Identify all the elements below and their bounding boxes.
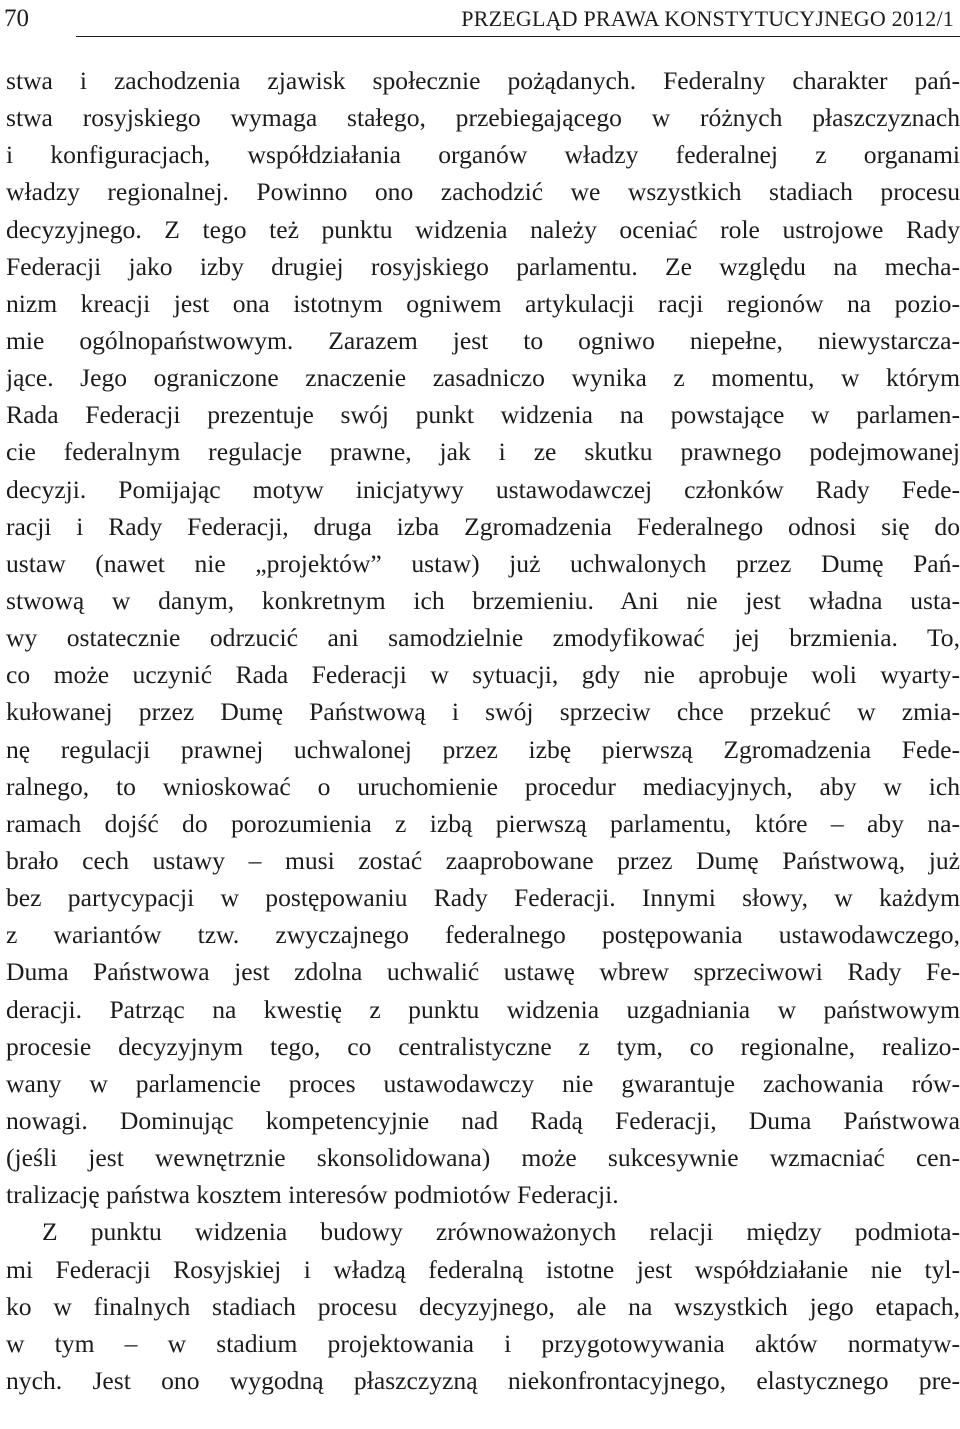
text-line: nych. Jest ono wygodną płaszczyzną niekonfrontacyjnego, elastycznego pre- xyxy=(6,1365,960,1395)
text-line: cie federalnym regulacje prawne, jak i ze skutku prawnego podejmowanej xyxy=(6,437,960,467)
page-header xyxy=(0,0,960,40)
text-line: w tym – w stadium projektowania i przygotowywania aktów normatyw- xyxy=(6,1328,960,1358)
text-line: stwa rosyjskiego wymaga stałego, przebiegającego w różnych płaszczyznach xyxy=(6,103,960,133)
text-line: decyzji. Pomijając motyw inicjatywy ustawodawczej członków Rady Fede- xyxy=(6,474,960,504)
text-line: Z punktu widzenia budowy zrównoważonych relacji między podmiota- xyxy=(42,1217,960,1247)
text-line: ustaw (nawet nie „projektów” ustaw) już uchwalonych przez Dumę Pań- xyxy=(6,548,960,578)
text-line: jące. Jego ograniczone znaczenie zasadniczo wynika z momentu, w którym xyxy=(6,363,960,393)
paragraph-1 xyxy=(6,62,960,1213)
text-line: wany w parlamencie proces ustawodawczy nie gwarantuje zachowania rów- xyxy=(6,1068,960,1098)
text-line: stwa i zachodzenia zjawisk społecznie pożądanych. Federalny charakter pań- xyxy=(6,66,960,95)
text-line: kułowanej przez Dumę Państwową i swój sprzeciw chce przekuć w zmia- xyxy=(6,697,960,727)
text-line: mie ogólnopaństwowym. Zarazem jest to ogniwo niepełne, niewystarcza- xyxy=(6,325,960,355)
text-line: Duma Państwowa jest zdolna uchwalić ustawę wbrew sprzeciwowi Rady Fe- xyxy=(6,957,960,987)
text-line: brało cech ustawy – musi zostać zaaprobowane przez Dumę Państwową, już xyxy=(6,845,960,875)
text-line: mi Federacji Rosyjskiej i władzą federalną istotne jest współdziałanie nie tyl- xyxy=(6,1254,960,1284)
text-line: władzy regionalnej. Powinno ono zachodzić we wszystkich stadiach procesu xyxy=(6,177,960,207)
text-line: ralnego, to wnioskować o uruchomienie procedur mediacyjnych, aby w ich xyxy=(6,771,960,801)
text-line: nę regulacji prawnej uchwalonej przez izbę pierwszą Zgromadzenia Fede- xyxy=(6,734,960,764)
text-line: Federacji jako izby drugiej rosyjskiego parlamentu. Ze względu na mecha- xyxy=(6,251,960,281)
text-line: nowagi. Dominując kompetencyjnie nad Radą Federacji, Duma Państwowa xyxy=(6,1105,960,1135)
text-line: Rada Federacji prezentuje swój punkt widzenia na powstające w parlamen- xyxy=(6,400,960,430)
text-line: decyzyjnego. Z tego też punktu widzenia należy oceniać role ustrojowe Rady xyxy=(6,214,960,244)
text-line: stwową w danym, konkretnym ich brzemieniu. Ani nie jest władna usta- xyxy=(6,585,960,615)
text-line: nizm kreacji jest ona istotnym ogniwem artykulacji racji regionów na pozio- xyxy=(6,288,960,318)
page-number: 70 xyxy=(4,5,29,32)
text-body xyxy=(6,62,960,1399)
text-line: ramach dojść do porozumienia z izbą pierwszą parlamentu, które – aby na- xyxy=(6,808,960,838)
text-line: racji i Rady Federacji, druga izba Zgromadzenia Federalnego odnosi się do xyxy=(6,511,960,541)
text-line: wy ostatecznie odrzucić ani samodzielnie zmodyfikować jej brzmienia. To, xyxy=(6,623,960,653)
text-line: i konfiguracjach, współdziałania organów władzy federalnej z organami xyxy=(6,140,960,170)
header-rule xyxy=(76,36,960,37)
text-line: z wariantów tzw. zwyczajnego federalnego postępowania ustawodawczego, xyxy=(6,920,960,950)
paragraph-2 xyxy=(6,1213,960,1399)
text-line: procesie decyzyjnym tego, co centralistyczne z tym, co regionalne, realizo- xyxy=(6,1031,960,1061)
text-line: bez partycypacji w postępowaniu Rady Federacji. Innymi słowy, w każdym xyxy=(6,883,960,913)
text-line: co może uczynić Rada Federacji w sytuacji, gdy nie aprobuje woli wyarty- xyxy=(6,660,960,690)
running-title: PRZEGLĄD PRAWA KONSTYTUCYJNEGO 2012/1 xyxy=(461,6,954,31)
text-line: ko w finalnych stadiach procesu decyzyjnego, ale na wszystkich jego etapach, xyxy=(6,1291,960,1321)
text-line: tralizację państwa kosztem interesów podmiotów Federacji. xyxy=(6,1180,619,1210)
text-line: deracji. Patrząc na kwestię z punktu widzenia uzgadniania w państwowym xyxy=(6,994,960,1024)
text-line: (jeśli jest wewnętrznie skonsolidowana) może sukcesywnie wzmacniać cen- xyxy=(6,1143,960,1173)
